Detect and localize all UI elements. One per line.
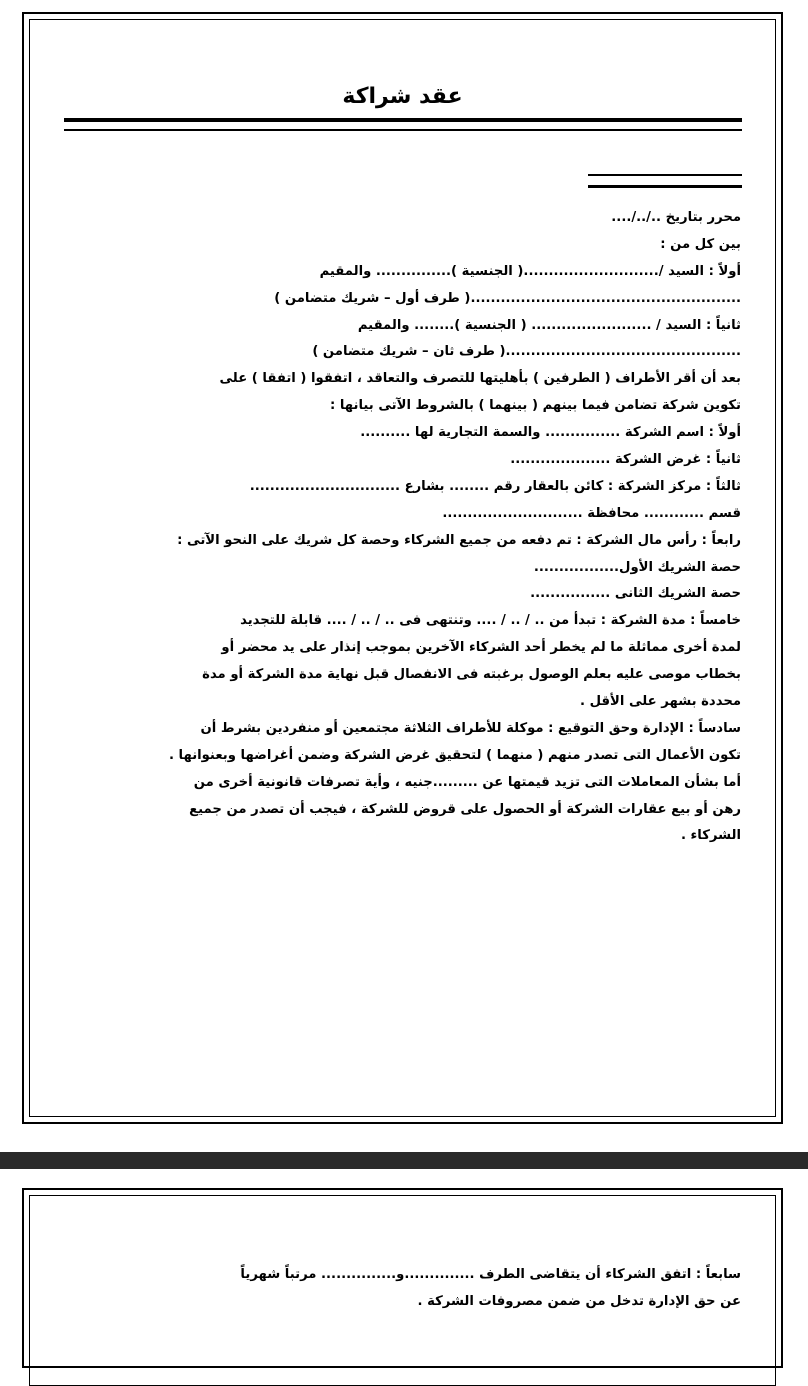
text-line: ثانياً : غرض الشركة .................... <box>510 452 741 468</box>
text-line: بخطاب موصى عليه بعلم الوصول برغبته فى الانفصال قبل نهاية مدة الشركة أو مدة <box>202 667 741 683</box>
text-line: الشركاء . <box>680 828 741 844</box>
short-rule-2 <box>588 185 742 188</box>
text-line: أولاً : السيد /...........................( الجنسية )............... والمقيم <box>319 263 741 279</box>
text-line: خامساً : مدة الشركة : تبدأ من .. / .. / .... وتنتهى فى .. / .. / .... قابلة للتجديد <box>240 613 741 629</box>
text-line: رهن أو بيع عقارات الشركة أو الحصول على قروض للشركة ، فيجب أن تصدر من جميع <box>189 801 741 817</box>
text-line: أما بشأن المعاملات التى تزيد قيمتها عن .........جنيه ، وأية تصرفات قانونية أخرى من <box>193 774 741 790</box>
text-line: تكون الأعمال التى تصدر منهم ( منهما ) لتحقيق غرض الشركة وضمن أغراضها وبعنوانها . <box>168 747 741 763</box>
text-line: ...............................................( طرف ثان – شريك متضامن ) <box>312 344 741 360</box>
text-line: عن حق الإدارة تدخل من ضمن مصروفات الشركة . <box>417 1293 741 1309</box>
text-line: ......................................................( طرف أول – شريك متضامن ) <box>274 290 741 306</box>
title-rule-thick <box>64 118 742 122</box>
contract-body <box>169 205 741 850</box>
title-rule-thin <box>64 129 742 131</box>
text-line: قسم ............ محافظة ............................ <box>442 505 741 521</box>
text-line: ثانياً : السيد / ........................ ( الجنسية )........ والمقيم <box>357 317 741 333</box>
document-page-1 <box>22 12 783 1124</box>
text-line: سابعاً : اتفق الشركاء أن يتقاضى الطرف ..............و............... مرتباً شهرياً <box>240 1267 741 1282</box>
text-line: لمدة أخرى مماثلة ما لم يخطر أحد الشركاء الآخرين بموجب إنذار على يد محضر أو <box>221 640 741 656</box>
page-separator <box>0 1152 808 1169</box>
text-line: محرر بتاريخ ../../.... <box>611 210 741 225</box>
document-page-2 <box>22 1188 783 1368</box>
text-line: ثالثاً : مركز الشركة : كائن بالعقار رقم ........ بشارع .............................. <box>249 478 741 494</box>
text-line: بين كل من : <box>660 236 741 252</box>
text-line: بعد أن أقر الأطراف ( الطرفين ) بأهليتها للتصرف والتعاقد ، اتفقوا ( اتفقا ) على <box>219 371 741 387</box>
text-line: حصة الشريك الأول................. <box>533 559 741 575</box>
text-line: رابعاً : رأس مال الشركة : تم دفعه من جميع الشركاء وحصة كل شريك على النحو الآتى : <box>177 532 741 548</box>
text-line: حصة الشريك الثانى ................ <box>530 586 741 602</box>
contract-body-continued <box>240 1262 741 1316</box>
text-line: أولاً : اسم الشركة ............... والسمة التجارية لها .......... <box>360 425 741 441</box>
text-line: سادساً : الإدارة وحق التوقيع : موكلة للأطراف الثلاثة مجتمعين أو منفردين بشرط أن <box>200 720 741 736</box>
document-title: عقد شراكة <box>342 84 463 109</box>
text-line: محددة بشهر على الأقل . <box>580 694 741 710</box>
short-rule-1 <box>588 174 742 176</box>
text-line: تكوين شركة تضامن فيما بينهم ( بينهما ) بالشروط الآتى بيانها : <box>329 398 741 414</box>
